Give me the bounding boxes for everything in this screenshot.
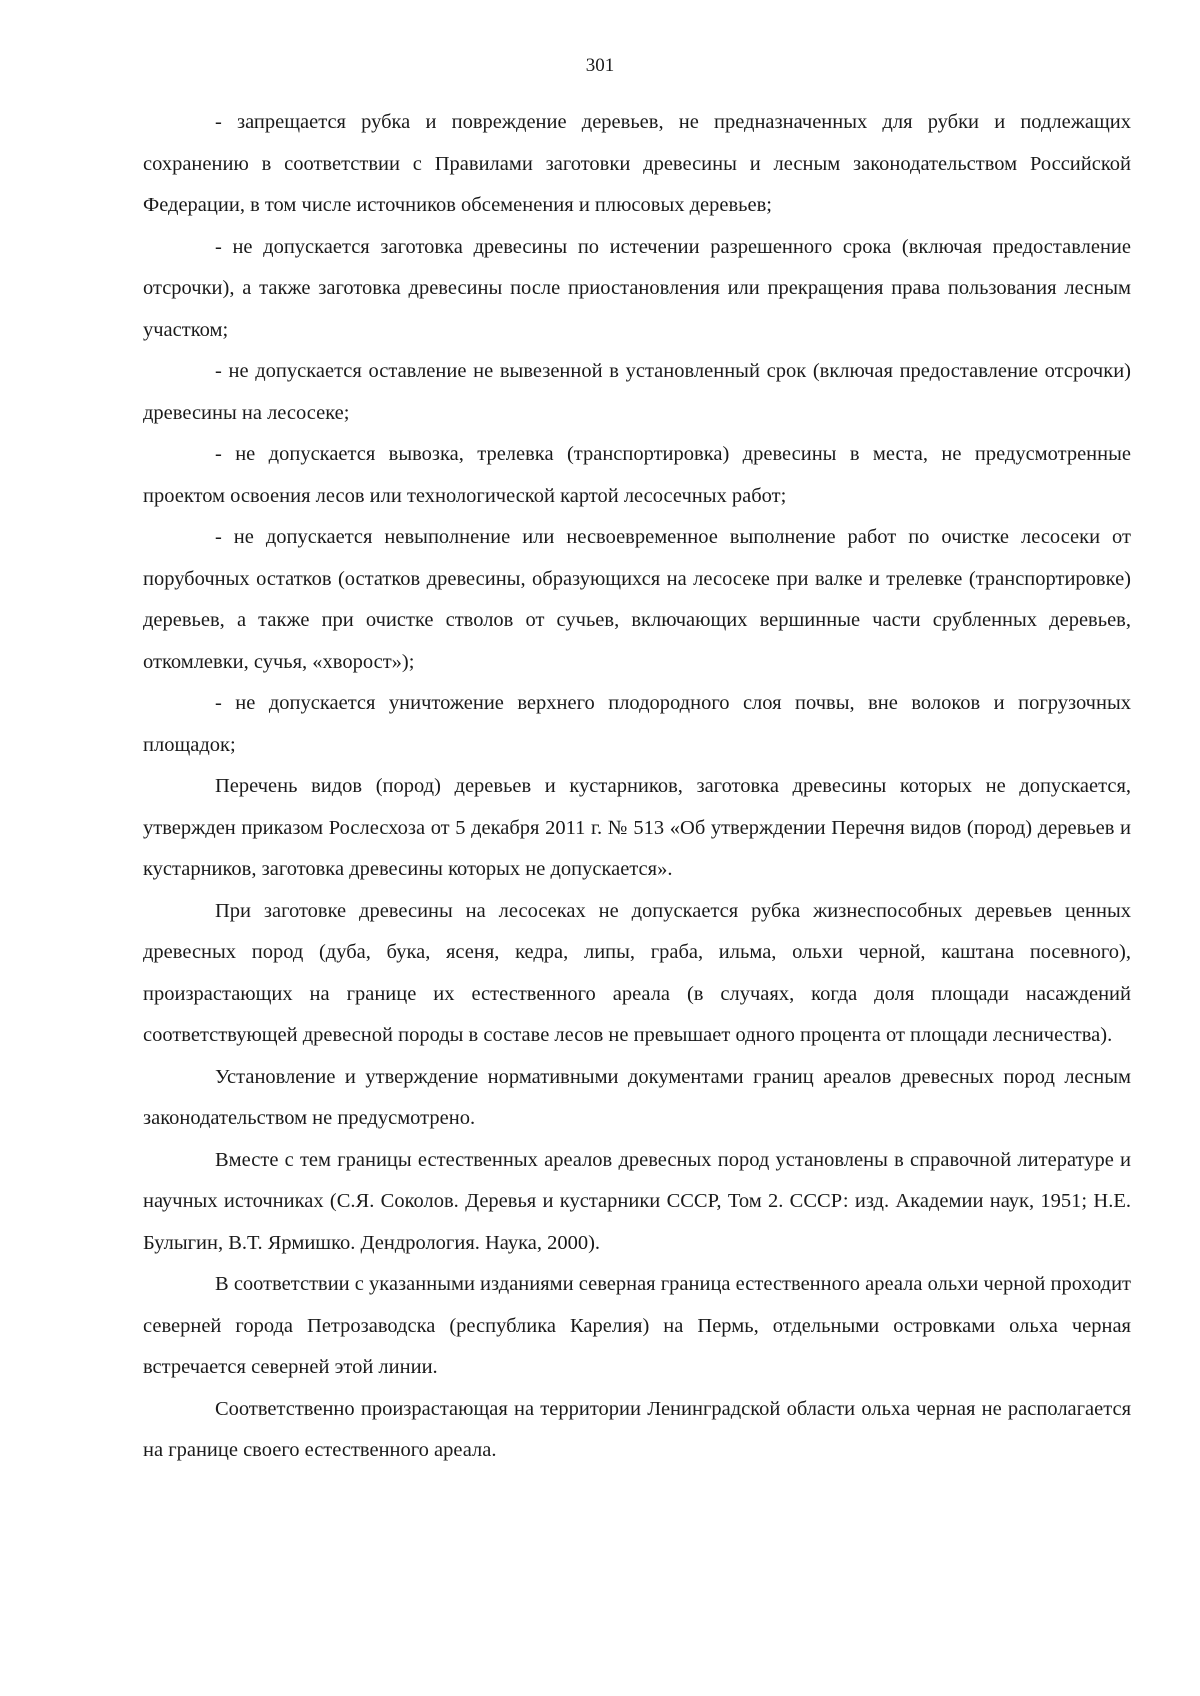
- paragraph-harvest-term: - не допускается заготовка древесины по истечении разрешенного срока (включая предоставление отсрочки), а также заготовка древесины после приостановления или прекращения права пользования лесным участком;: [143, 235, 1131, 341]
- paragraph-range-boundaries: Установление и утверждение нормативными документами границ ареалов древесных пород лесным законодательством не предусмотрено.: [143, 1065, 1131, 1129]
- paragraph-clearing: - не допускается невыполнение или несвоевременное выполнение работ по очистке лесосеки от порубочных остатков (остатков древесины, образующихся на лесосеке при валке и трелевке (транспортировке) деревьев, а также при очистке стволов от сучьев, включающих вершинные части срубленных деревьев, откомлевки, сучья, «хворост»);: [143, 526, 1131, 673]
- document-body: [143, 102, 1131, 1472]
- paragraph-unremoved-wood: - не допускается оставление не вывезенной в установленный срок (включая предоставление отсрочки) древесины на лесосеке;: [143, 360, 1131, 424]
- paragraph-species-list: Перечень видов (пород) деревьев и кустарников, заготовка древесины которых не допускается, утвержден приказом Рослесхоза от 5 декабря 2011 г. № 513 «Об утверждении Перечня видов (пород) деревьев и кустарников, заготовка древесины которых не допускается».: [143, 775, 1131, 880]
- page-number: 301: [585, 55, 615, 76]
- paragraph-conclusion: Соответственно произрастающая на территории Ленинградской области ольха черная не располагается на границе своего естественного ареала.: [143, 1397, 1131, 1461]
- paragraph-felling-prohibition: - запрещается рубка и повреждение деревьев, не предназначенных для рубки и подлежащих сохранению в соответствии с Правилами заготовки древесины и лесным законодательством Российской Федерации, в том числе источников обсеменения и плюсовых деревьев;: [143, 111, 1131, 216]
- paragraph-valuable-species: При заготовке древесины на лесосеках не допускается рубка жизнеспособных деревьев ценных древесных пород (дуба, бука, ясеня, кедра, липы, граба, ильма, ольхи черной, каштана посевного), произрастающих на границе их естественного ареала (в случаях, когда доля площади насаждений соответствующей древесной породы в составе лесов не превышает одного процента от площади лесничества).: [143, 899, 1131, 1046]
- paragraph-alder-range: В соответствии с указанными изданиями северная граница естественного ареала ольхи черной проходит северней города Петрозаводска (республика Карелия) на Пермь, отдельными островками ольха черная встречается северней этой линии.: [143, 1273, 1131, 1378]
- paragraph-references: Вместе с тем границы естественных ареалов древесных пород установлены в справочной литературе и научных источниках (С.Я. Соколов. Деревья и кустарники СССР, Том 2. СССР: изд. Академии наук, 1951; Н.Е. Булыгин, В.Т. Ярмишко. Дендрология. Наука, 2000).: [143, 1148, 1131, 1254]
- paragraph-soil: - не допускается уничтожение верхнего плодородного слоя почвы, вне волоков и погрузочных площадок;: [143, 692, 1131, 756]
- paragraph-transport: - не допускается вывозка, трелевка (транспортировка) древесины в места, не предусмотренные проектом освоения лесов или технологической картой лесосечных работ;: [143, 443, 1131, 507]
